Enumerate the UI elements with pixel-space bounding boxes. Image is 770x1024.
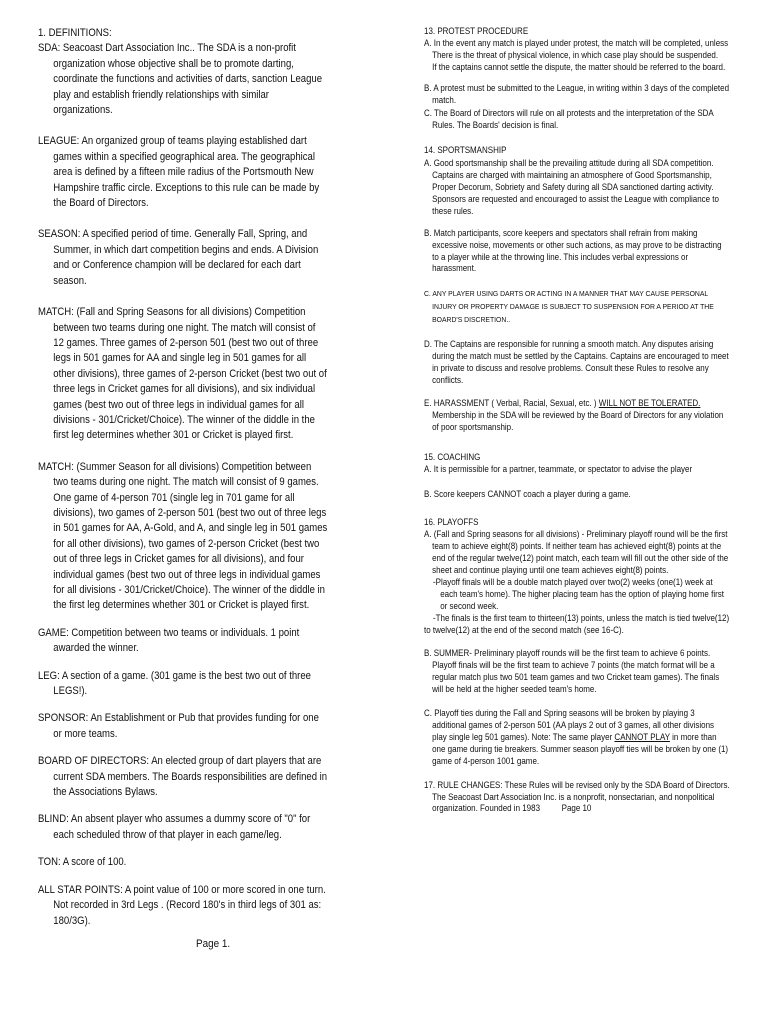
playoffs-c-text: C. Playoff ties during the Fall and Spring seasons will be broken by playing 3 additional games of 2-person 501 (AA plays 2 out of 3 games, all other divisions play single leg 501 games). Note: The same player	[424, 708, 715, 742]
definitions-heading: 1. DEFINITIONS:	[38, 27, 112, 39]
def-leg: LEG: A section of a game. (301 game is the best two out of three LEGS!).	[38, 669, 311, 698]
def-match-summer: MATCH: (Summer Season for all divisions) Competition between two teams during one night. The match will consist of 9 games. One game of 4-person 701 (single leg in 701 game for all divisions), two games of 2-person 501 (best two out of three legs in 501 games for AA, A-Gold, and A, and single leg in 501 games for all other divisions), two games of 2-person Cricket (best two out of three legs in Cricket games for all divisions), and four individual games (best two out of three legs in individual games for all divisions - 301/Cricket/Choice). The winner of the diddle in the first leg determines whether 301 or Cricket is played first.	[38, 460, 328, 612]
harassment-review-text: Membership in the SDA will be reviewed by the Board of Directors for any violation of poor sportsmanship.	[432, 409, 724, 432]
sportsmanship-c: C. ANY PLAYER USING DARTS OR ACTING IN A MANNER THAT MAY CAUSE PERSONAL INJURY OR PROPERTY DAMAGE IS SUBJECT TO SUSPENSION FOR A PERIOD AT THE BOARD'S DISCRETION..	[424, 289, 714, 325]
playoffs-a-finals: -Playoff finals will be a double match played over two(2) weeks (one(1) week at each team's home). The higher placing team has the option of playing home first or second week.	[433, 576, 724, 611]
playoffs-heading: 16. PLAYOFFS	[424, 517, 479, 528]
playoffs-a: A. (Fall and Spring seasons for all divisions) - Preliminary playoff round will be the first team to achieve eight(8) points. If neither team has achieved eight(8) points at the end of the regular twelve(12) point match, each team will fill out the other side of the sheet and continue playing until one team achieves eight(8) points.	[424, 529, 729, 575]
protest-c: C. The Board of Directors will rule on all protests and the interpretation of the SDA Rules. The Boards' decision is final.	[424, 108, 714, 131]
page-number-right: Page 10	[561, 803, 592, 814]
playoffs-a-thirteen: -The finals is the first team to thirteen(13) points, unless the match is tied twelve(12)	[433, 612, 730, 623]
harassment-text: E. HARASSMENT ( Verbal, Racial, Sexual, etc. )	[424, 397, 599, 408]
protest-a-line2: There is the threat of physical violence, in which case play should be suspended.	[432, 49, 719, 60]
sportsmanship-b: B. Match participants, score keepers and spectators shall refrain from making excessive noise, movements or other such actions, as may prove to be distracting to a player while at the throwing line. This includes verbal expressions or harassment.	[424, 227, 722, 274]
def-game: GAME: Competition between two teams or individuals. 1 point awarded the winner.	[38, 626, 300, 655]
protest-b: B. A protest must be submitted to the League, in writing within 3 days of the completed match.	[424, 82, 730, 105]
def-sponsor: SPONSOR: An Establishment or Pub that provides funding for one or more teams.	[38, 712, 319, 740]
sportsmanship-e	[424, 398, 730, 434]
def-season: SEASON: A specified period of time. Generally Fall, Spring, and Summer, in which dart competition begins and ends. A Division and or Conference champion will be declared for each dart season.	[38, 228, 319, 287]
def-sda: SDA: Seacoast Dart Association Inc.. The SDA is a non-profit organization whose objective shall be to promote darting, coordinate the functions and activities of darts, sanction League play and establish friendly relationships with similar organizations.	[38, 42, 323, 117]
sportsmanship-d: D. The Captains are responsible for running a smooth match. Any disputes arising during the match must be settled by the Captains. Captains are encouraged to meet in private to discuss and resolve problems. Consult these Rules to resolve any conflicts.	[424, 339, 729, 386]
coaching-a: A. It is permissible for a partner, teammate, or spectator to advise the player	[424, 463, 693, 474]
def-ton: TON: A score of 100.	[38, 856, 127, 869]
sportsmanship-heading: 14. SPORTSMANSHIP	[424, 145, 507, 156]
def-league: LEAGUE: An organized group of teams playing established dart games within a specified geographical area. The geographical area is defined by a fifteen mile radius of the Portsmouth New Hampshire traffic circle. Exceptions to this rule can be made by the Board of Directors.	[38, 135, 320, 210]
playoffs-a-tie: to twelve(12) at the end of the second match (see 16-C).	[424, 624, 624, 635]
not-tolerated-text: WILL NOT BE TOLERATED.	[598, 397, 701, 408]
playoffs-b: B. SUMMER- Preliminary playoff rounds will be the first team to achieve 6 points. Playoff finals will be the first team to achieve 7 points (the match format will be a regular match plus two 501 team games and two Cricket team games). The finals will be held at the higher seeded team's home.	[424, 648, 720, 695]
def-match-fall: MATCH: (Fall and Spring Seasons for all divisions) Competition between two teams during one night. The match will consist of 12 games. Three games of 2-person 501 (best two out of three legs in 501 games for AA and single leg in 501 games for all other divisions), three games of 2-person Cricket (best two out of three legs in Cricket games for all divisions), and six individual games (best two out of three legs in individual games for all divisions - 301/Cricket/Choice). The winner of the diddle in the first leg determines whether 301 or Cricket is played first.	[38, 306, 327, 442]
protest-a-line1: A. In the event any match is played under protest, the match will be completed, unless	[424, 37, 729, 48]
playoffs-c-rest: in more than one game during tie breakers. Summer season playoff ties will be broken by one (1) game of 4-person 1001 game.	[432, 731, 729, 766]
sportsmanship-a: A. Good sportsmanship shall be the prevailing attitude during all SDA competition. Captains are charged with maintaining an atmosphere of Good Sportsmanship, Proper Decorum, Sobriety and Safety during all SDA sanctioned darting activity. Sponsors are requested and encouraged to assist the League with compliance to these rules.	[424, 158, 719, 216]
coaching-heading: 15. COACHING	[424, 451, 481, 462]
rule-changes-text: 17. RULE CHANGES: These Rules will be revised only by the SDA Board of Directors. The Seacoast Dart Association Inc. is a nonprofit, nonsectarian, and nonpolitical organization. Founded in 1983	[424, 779, 730, 814]
def-all-star: ALL STAR POINTS: A point value of 100 or more scored in one turn. Not recorded in 3rd Legs . (Record 180's in third legs of 301 as: 180/3G).	[38, 883, 326, 927]
protest-heading: 13. PROTEST PROCEDURE	[424, 26, 529, 36]
page-number-left: Page 1.	[196, 938, 231, 950]
protest-a-line3: If the captains cannot settle the dispute, the matter should be referred to the board.	[432, 61, 726, 72]
rule-changes	[424, 780, 730, 816]
def-board: BOARD OF DIRECTORS: An elected group of dart players that are current SDA members. The Boards responsibilities are defined in the Associations Bylaws.	[38, 755, 328, 799]
coaching-b: B. Score keepers CANNOT coach a player during a game.	[424, 489, 631, 500]
right-column	[424, 26, 730, 815]
left-column	[38, 26, 328, 929]
def-blind: BLIND: An absent player who assumes a dummy score of "0" for each scheduled throw of that player in each game/leg.	[38, 813, 311, 841]
playoffs-c	[424, 708, 730, 768]
cannot-play-text: CANNOT PLAY	[614, 731, 670, 742]
